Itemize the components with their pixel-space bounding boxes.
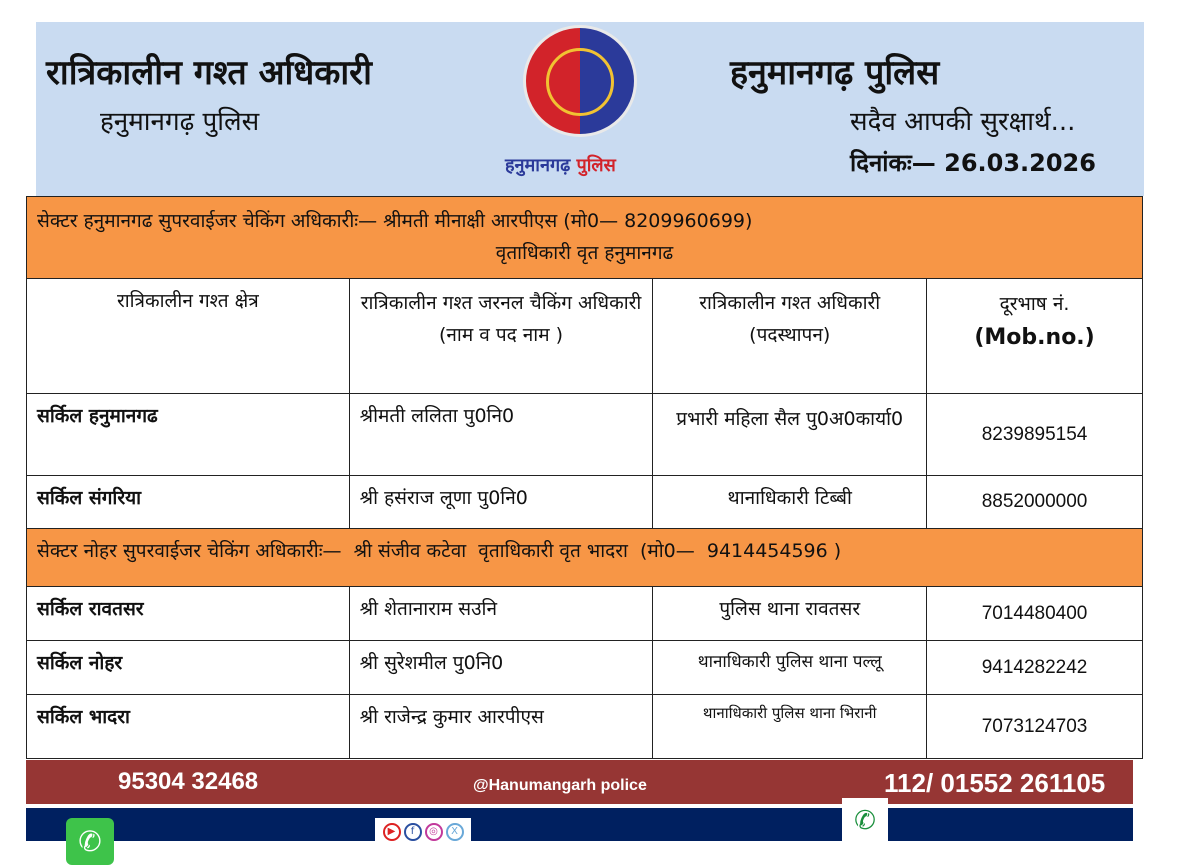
column-header: रात्रिकालीन गश्त क्षेत्र: [27, 279, 350, 394]
table-row: सर्किल संगरिया श्री हसंराज लूणा पु0नि0 थानाधिकारी टिब्बी 8852000000: [27, 476, 1143, 529]
table-row: सर्किल भादरा श्री राजेन्द्र कुमार आरपीएस थानाधिकारी पुलिस थाना भिरानी 7073124703: [27, 695, 1143, 759]
footer-bar: [26, 808, 1133, 841]
phone-icon: ✆: [842, 798, 888, 844]
whatsapp-number: 95304 32468: [118, 768, 259, 795]
social-handle: @Hanumangarh police: [473, 777, 647, 794]
column-header: दूरभाष नं. (Mob.no.): [927, 279, 1143, 394]
page-title: रात्रिकालीन गश्त अधिकारी: [46, 53, 372, 93]
column-header: रात्रिकालीन गश्त जरनल चैकिंग अधिकारी (नाम व पद नाम ): [349, 279, 653, 394]
subtitle: हनुमानगढ़ पुलिस: [100, 107, 260, 137]
logo-caption: हनुमानगढ़ पुलिस: [505, 155, 616, 176]
facebook-icon: f: [404, 823, 422, 841]
table-row: सर्किल नोहर श्री सुरेशमील पु0नि0 थानाधिकारी पुलिस थाना पल्लू 9414282242: [27, 641, 1143, 695]
date: दिनांकः— 26.03.2026: [850, 149, 1096, 177]
instagram-icon: ◎: [425, 823, 443, 841]
sector-nohar-header: सेक्टर नोहर सुपरवाईजर चेकिंग अधिकारीः— श्री संजीव कटेवा वृताधिकारी वृत भादरा (मो0— 9414454596 ): [27, 529, 1143, 587]
helpline-number: 112/ 01552 261105: [884, 768, 1106, 798]
org-name: हनुमानगढ़ पुलिस: [730, 53, 940, 93]
youtube-icon: ▶: [383, 823, 401, 841]
patrol-table: [26, 196, 1143, 759]
sector-hanumangarh-header: सेक्टर हनुमानगढ सुपरवाईजर चेकिंग अधिकारीः— श्रीमती मीनाक्षी आरपीएस (मो0— 8209960699) वृताधिकारी वृत हनुमानगढ: [27, 197, 1143, 279]
contact-bar: [26, 760, 1133, 804]
table-row: सर्किल हनुमानगढ श्रीमती ललिता पु0नि0 प्रभारी महिला सैल पु0अ0कार्या0 8239895154: [27, 394, 1143, 476]
column-header: रात्रिकालीन गश्त अधिकारी (पदस्थापन): [653, 279, 927, 394]
tagline: सदैव आपकी सुरक्षार्थ...: [850, 107, 1076, 137]
table-row: सर्किल रावतसर श्री शेतानाराम सउनि पुलिस थाना रावतसर 7014480400: [27, 587, 1143, 641]
x-icon: X: [446, 823, 464, 841]
social-icons: [375, 818, 471, 846]
whatsapp-icon: ✆: [66, 818, 114, 865]
police-logo-icon: [523, 25, 637, 137]
